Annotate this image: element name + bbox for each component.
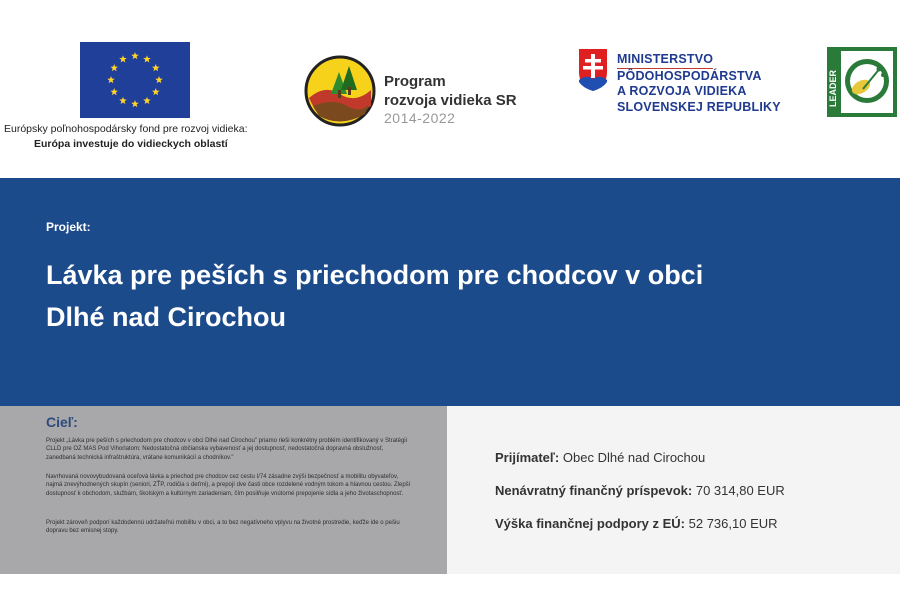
leader-logo-icon bbox=[827, 47, 897, 117]
eu-star-icon bbox=[119, 97, 127, 104]
grant-value: 70 314,80 EUR bbox=[695, 483, 785, 498]
eu-star-icon bbox=[119, 55, 127, 62]
eu-star-icon bbox=[152, 64, 160, 71]
eu-star-icon bbox=[107, 76, 115, 83]
ministry-line3: A ROZVOJA VIDIEKA bbox=[617, 84, 747, 98]
ministry-line2: PÔDOHOSPODÁRSTVA bbox=[617, 68, 762, 83]
goal-paragraph-2: Navrhovaná novovybudovaná oceľová lávka a priechod pre chodcov cez cestu I/74 zásadne zvýši bezpečnosť a mobilitu obyvateľov, najmä znevýhodnených skupín (seniori, ZŤP, rodičia s deťmi), a prepojí dve časti obce rozdelené vodným tokom a hlavnou cestou. Zlepší dostupnosť k obchodom, službám, školským a kultúrnym zariadeniam, čím posilňuje vnútorné prepojenie sídla a jeho životaschopnosť. bbox=[46, 474, 411, 497]
project-label: Projekt: bbox=[46, 220, 91, 234]
eu-support-value: 52 736,10 EUR bbox=[688, 516, 778, 531]
program-title-line1: Program bbox=[384, 73, 446, 90]
eu-star-icon bbox=[143, 97, 151, 104]
leader-text: LEADER bbox=[828, 69, 838, 107]
slovak-crest-icon bbox=[578, 48, 608, 92]
eu-star-icon bbox=[110, 64, 118, 71]
grant-label: Nenávratný finančný príspevok: bbox=[495, 483, 693, 498]
recipient-value: Obec Dlhé nad Cirochou bbox=[562, 450, 706, 465]
eu-star-icon bbox=[143, 55, 151, 62]
eu-star-icon bbox=[131, 100, 139, 107]
program-years: 2014-2022 bbox=[384, 110, 456, 126]
ministry-line1: MINISTERSTVO bbox=[617, 52, 713, 69]
eu-support-row bbox=[495, 516, 778, 531]
program-title-line2: rozvoja vidieka SR bbox=[384, 92, 517, 109]
ministry-line4: SLOVENSKEJ REPUBLIKY bbox=[617, 99, 781, 114]
eu-flag-icon bbox=[80, 42, 190, 118]
bottom-margin bbox=[0, 574, 900, 600]
eu-caption-line2: Európa investuje do vidieckych oblastí bbox=[34, 138, 228, 150]
goal-label: Cieľ: bbox=[46, 414, 78, 430]
grant-row bbox=[495, 483, 785, 498]
eu-star-icon bbox=[110, 88, 118, 95]
eu-caption-line1: Európsky poľnohospodársky fond pre rozvoj vidieka: bbox=[4, 123, 248, 135]
eu-star-icon bbox=[155, 76, 163, 83]
prv-logo-icon bbox=[303, 54, 377, 128]
recipient-row bbox=[495, 450, 705, 465]
project-title-line1: Lávka pre peších s priechodom pre chodcov v obci bbox=[46, 260, 704, 290]
project-title-line2: Dlhé nad Cirochou bbox=[46, 302, 287, 332]
goal-paragraph-1: Projekt „Lávka pre peších s priechodom pre chodcov v obci Dlhé nad Cirochou" priamo rieši konkrétny problém identifikovaný v Stratégii CLLD pre OZ MAS Pod Vihorlatom: Nedostatočná občianska vybavenosť a jej dostupnosť, nedostatočná dopravná obslužnosť, zanedbaná technická infraštruktúra, vrátane komunikácií a chodníkov." bbox=[46, 438, 407, 461]
eu-support-label: Výška finančnej podpory z EÚ: bbox=[495, 516, 685, 531]
eu-star-icon bbox=[152, 88, 160, 95]
recipient-label: Prijímateľ: bbox=[495, 450, 560, 465]
project-title bbox=[46, 254, 866, 338]
ministry-name bbox=[617, 52, 781, 115]
goal-paragraph-3: Projekt zároveň podporí každodennú udržateľnú mobilitu v obci, a to bez negatívneho vplyvu na životné prostredie, keďže ide o pešiu dopravu bez emisnej stopy. bbox=[46, 520, 400, 535]
eu-star-icon bbox=[131, 52, 139, 59]
